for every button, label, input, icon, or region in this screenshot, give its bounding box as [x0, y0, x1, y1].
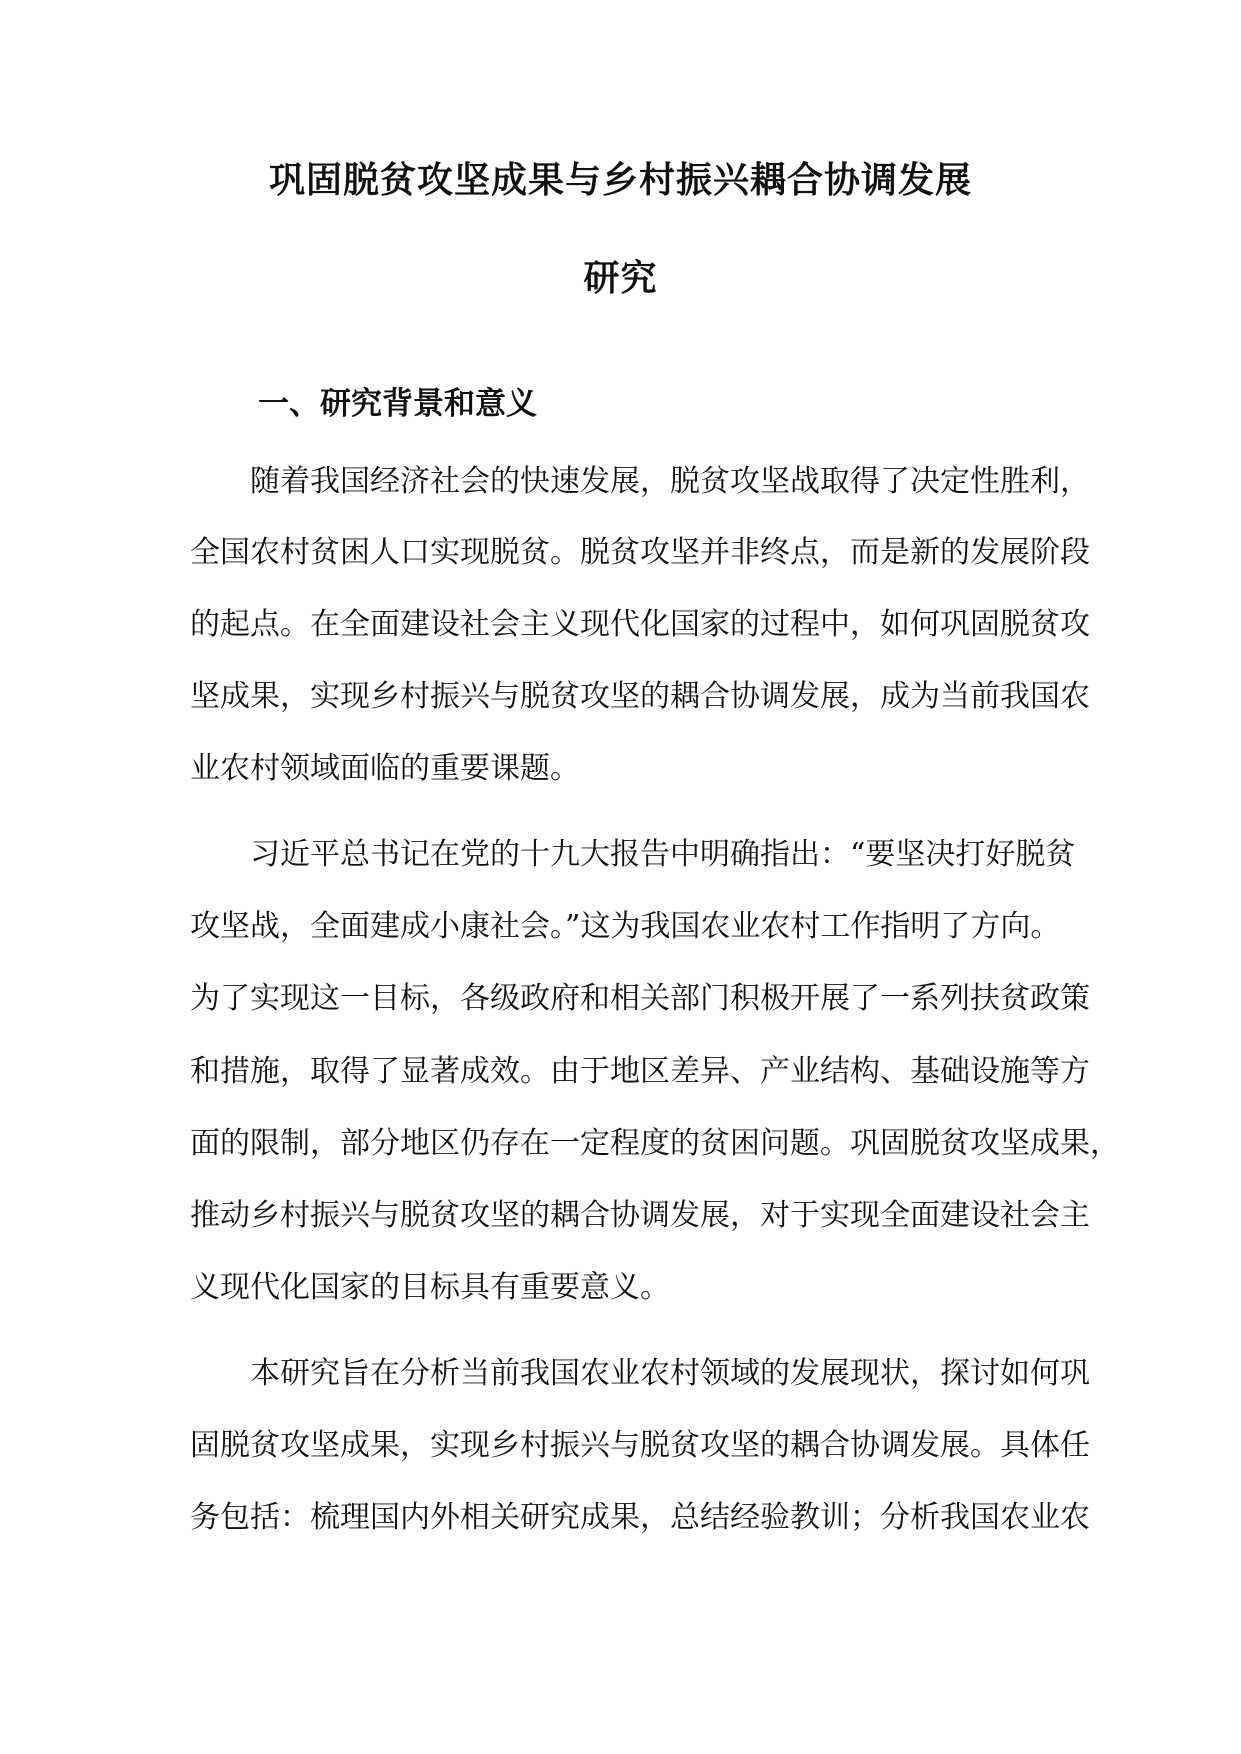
paragraph-2-line-4: 和措施，取得了显著成效。由于地区差异、产业结构、基础设施等方	[190, 1054, 1090, 1089]
paragraph-1-line-1: 随着我国经济社会的快速发展，脱贫攻坚战取得了决定性胜利，	[250, 464, 1090, 499]
paragraph-2-line-3: 为了实现这一目标，各级政府和相关部门积极开展了一系列扶贫政策	[190, 981, 1090, 1016]
section-heading: 一、研究背景和意义	[258, 386, 537, 422]
paragraph-1-line-3: 的起点。在全面建设社会主义现代化国家的过程中，如何巩固脱贫攻	[190, 607, 1090, 642]
paragraph-2-line-1: 习近平总书记在党的十九大报告中明确指出：“要坚决打好脱贫	[250, 837, 1076, 872]
paragraph-2-line-5: 面的限制，部分地区仍存在一定程度的贫困问题。巩固脱贫攻坚成果，	[190, 1126, 1120, 1161]
paragraph-2-line-6: 推动乡村振兴与脱贫攻坚的耦合协调发展，对于实现全面建设社会主	[190, 1198, 1090, 1233]
document-title-line-1: 巩固脱贫攻坚成果与乡村振兴耦合协调发展	[268, 160, 972, 201]
paragraph-1-line-4: 坚成果，实现乡村振兴与脱贫攻坚的耦合协调发展，成为当前我国农	[190, 679, 1090, 714]
paragraph-1-line-5: 业农村领域面临的重要课题。	[190, 751, 580, 786]
paragraph-3-line-3: 务包括：梳理国内外相关研究成果，总结经验教训；分析我国农业农	[190, 1500, 1090, 1535]
paragraph-2-line-2: 攻坚战，全面建成小康社会。”这为我国农业农村工作指明了方向。	[190, 909, 1061, 944]
paragraph-1-line-2: 全国农村贫困人口实现脱贫。脱贫攻坚并非终点，而是新的发展阶段	[190, 535, 1090, 570]
paragraph-2-line-7: 义现代化国家的目标具有重要意义。	[190, 1270, 670, 1305]
paragraph-3-line-2: 固脱贫攻坚成果，实现乡村振兴与脱贫攻坚的耦合协调发展。具体任	[190, 1428, 1090, 1463]
paragraph-3-line-1: 本研究旨在分析当前我国农业农村领域的发展现状，探讨如何巩	[250, 1356, 1090, 1391]
document-title-line-2: 研究	[583, 258, 658, 299]
